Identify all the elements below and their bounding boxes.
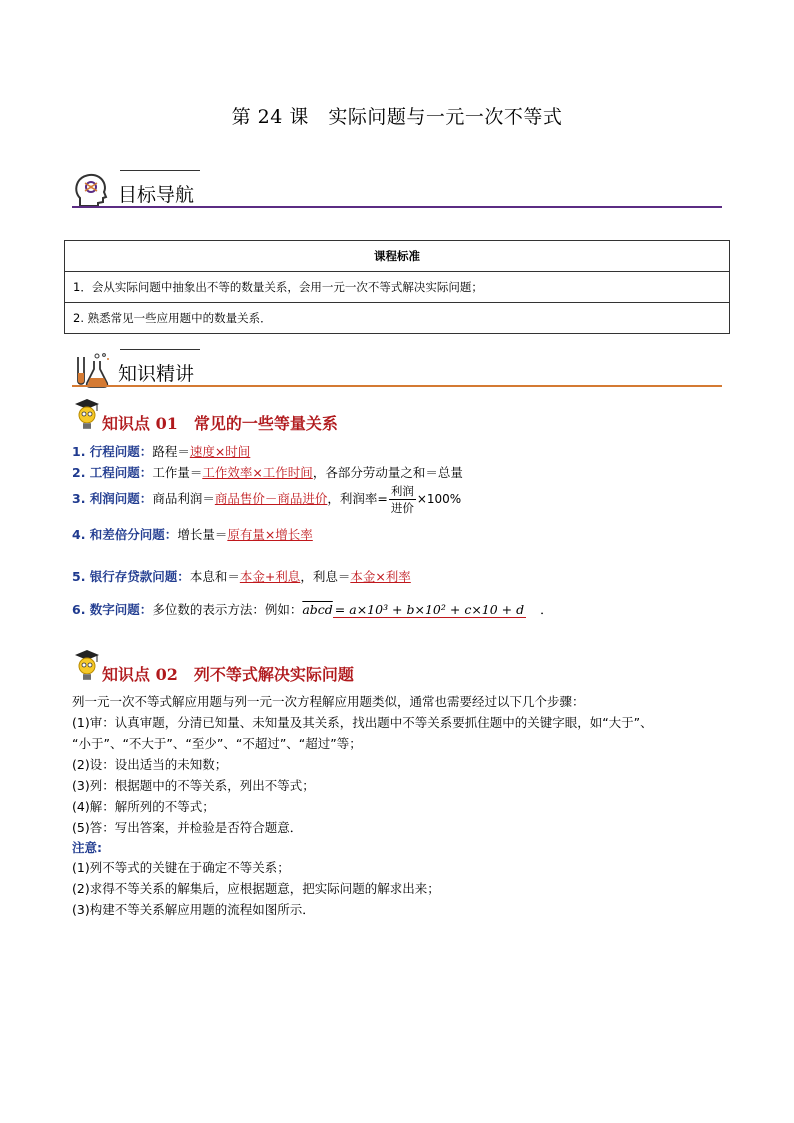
- percent-factor: ×100%: [416, 492, 462, 506]
- fraction-numerator: 利润: [390, 484, 414, 498]
- section-top-rule: [120, 170, 200, 171]
- profit-rate-fraction: [389, 483, 416, 516]
- line-end-mark: ．: [540, 602, 553, 617]
- standard-item-2: 2. 熟悉常见一些应用题中的数量关系．: [65, 303, 730, 334]
- relation-text: 多位数的表示方法：例如：: [152, 602, 303, 617]
- knowledge-point-02-title: 知识点 02 列不等式解决实际问题: [102, 665, 354, 684]
- relation-line-bank: [72, 567, 411, 585]
- lab-flask-icon: [74, 351, 112, 389]
- step-line: (2)设：设出适当的未知数；: [72, 757, 228, 772]
- relation-answer: 原有量×增长率: [227, 527, 313, 542]
- relation-line-travel: [72, 442, 250, 460]
- relation-text: 本息和＝: [189, 569, 240, 584]
- fraction-denominator: 进价: [390, 501, 414, 515]
- relation-tail: ，各部分劳动量之和＝总量: [312, 465, 463, 480]
- relation-label: 6. 数字问题：: [72, 602, 153, 617]
- table-header: 课程标准: [65, 241, 730, 272]
- relation-text: 商品利润＝: [152, 491, 215, 506]
- relation-line-digits: [72, 600, 553, 618]
- lightbulb-scholar-icon: [72, 398, 102, 432]
- section-header-knowledge: [72, 349, 722, 399]
- relation-line-growth: [72, 525, 313, 543]
- relation-label: 2. 工程问题：: [72, 465, 153, 480]
- note-line: (2)求得不等关系的解集后，应根据题意，把实际问题的解求出来；: [72, 881, 440, 896]
- section-top-rule: [120, 349, 200, 350]
- section-title-knowledge: 知识精讲: [118, 363, 195, 385]
- relation-label: 1. 行程问题：: [72, 444, 153, 459]
- relation-answer: 本金+利息: [239, 569, 301, 584]
- step-line: “小于”、“不大于”、“至少”、“不超过”、“超过”等；: [72, 736, 362, 751]
- step-line: (1)审：认真审题，分清已知量、未知量及其关系，找出题中不等关系要抓住题中的关键字眼，如“大于”、: [72, 715, 653, 730]
- relation-text: 工作量＝: [152, 465, 203, 480]
- note-label: 注意:: [72, 840, 102, 855]
- step-line: (3)列：根据题中的不等关系，列出不等式；: [72, 778, 315, 793]
- relation-answer: 工作效率×工作时间: [202, 465, 313, 480]
- step-line: (5)答：写出答案，并检验是否符合题意．: [72, 820, 303, 835]
- knowledge-point-01-title: 知识点 01 常见的一些等量关系: [102, 414, 338, 433]
- digit-number-expression: abcd: [302, 602, 333, 617]
- relation-line-work: [72, 463, 463, 481]
- digit-expansion-answer: = a×10³ + b×10² + c×10 + d: [334, 602, 525, 617]
- step-line: (4)解：解所列的不等式；: [72, 799, 215, 814]
- knowledge-point-01-header: [72, 398, 472, 432]
- relation-label: 3. 利润问题：: [72, 491, 153, 506]
- section-bottom-rule: [72, 385, 722, 387]
- page-title: 第 24 课 实际问题与一元一次不等式: [231, 106, 563, 128]
- relation-label: 4. 和差倍分问题：: [72, 527, 178, 542]
- head-gears-icon: [74, 172, 110, 210]
- relation-text: 路程＝: [152, 444, 190, 459]
- kp2-intro: 列一元一次不等式解应用题与列一元一次方程解应用题类似，通常也需要经过以下几个步骤：: [72, 694, 585, 709]
- relation-answer: 本金×利率: [350, 569, 411, 584]
- lightbulb-scholar-icon: [72, 649, 102, 683]
- relation-text: ，利息＝: [300, 569, 351, 584]
- relation-line-profit: [72, 483, 461, 516]
- note-line: (3)构建不等关系解应用题的流程如图所示．: [72, 902, 315, 917]
- note-line: (1)列不等式的关键在于确定不等关系；: [72, 860, 290, 875]
- relation-answer: 速度×时间: [189, 444, 251, 459]
- relation-text: 增长量＝: [177, 527, 228, 542]
- section-title-nav: 目标导航: [118, 184, 195, 206]
- knowledge-point-02-header: [72, 649, 472, 683]
- section-header-nav: [72, 170, 722, 220]
- course-standards-table: [64, 240, 730, 334]
- relation-tail: ，利润率=: [327, 491, 388, 506]
- relation-label: 5. 银行存贷款问题：: [72, 569, 190, 584]
- relation-answer: 商品售价－商品进价: [214, 491, 328, 506]
- section-bottom-rule: [72, 206, 722, 208]
- standard-item-1: 1．会从实际问题中抽象出不等的数量关系，会用一元一次不等式解决实际问题；: [65, 272, 730, 303]
